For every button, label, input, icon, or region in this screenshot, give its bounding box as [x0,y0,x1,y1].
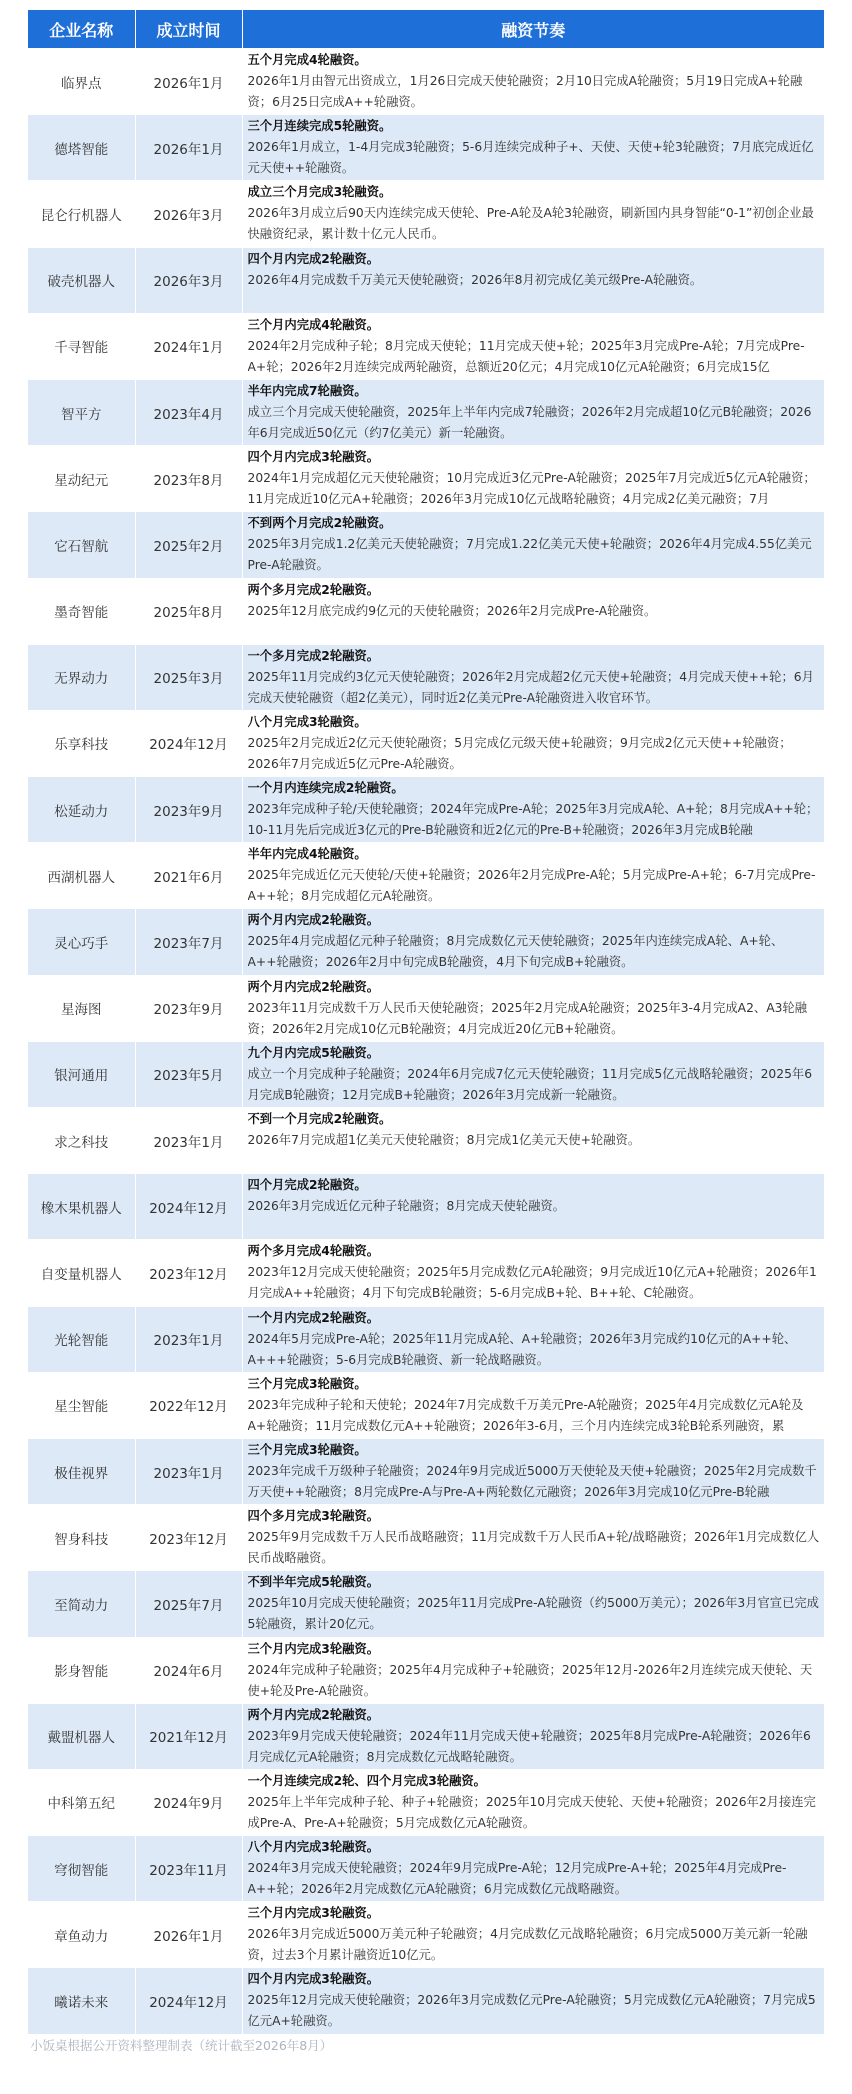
financing-headline: 半年内完成4轮融资。 [247,847,367,862]
financing-rhythm-cell [242,1571,824,1637]
financing-rhythm-cell [242,644,824,710]
table-row [28,1372,824,1438]
company-name-cell: 影身智能 [28,1637,135,1703]
financing-rhythm-cell [242,1372,824,1438]
table-row [28,1108,824,1174]
financing-rhythm-cell [242,1041,824,1107]
company-name-cell: 昆仑行机器人 [28,181,135,247]
table-row [28,1836,824,1902]
table-row [28,1637,824,1703]
company-name-cell: 千寻智能 [28,313,135,379]
financing-detail: 2023年完成千万级种子轮融资；2024年9月完成近5000万天使轮及天使+轮融资；2025年2月完成数千万天使++轮融资；8月完成Pre-A与Pre-A+两轮数亿元融资；2026年3月完成10亿元Pre-B轮融 [247,1463,817,1499]
company-name-cell: 极佳视界 [28,1438,135,1504]
financing-rhythm-cell [242,777,824,843]
financing-headline: 两个月内完成2轮融资。 [247,1707,380,1722]
financing-detail: 成立三个月完成天使轮融资，2025年上半年内完成7轮融资；2026年2月完成超10亿元B轮融资；2026年6月完成近50亿元（约7亿美元）新一轮融资。 [247,404,812,440]
financing-rhythm-cell [242,1108,824,1174]
financing-detail: 成立一个月完成种子轮融资；2024年6月完成7亿元天使轮融资；11月完成5亿元战略轮融资；2025年6月完成B轮融资；12月完成B+轮融资；2026年3月完成新一轮融资。 [247,1066,813,1102]
financing-detail: 2025年12月完成天使轮融资；2026年3月完成数亿元Pre-A轮融资；5月完成数亿元A轮融资；7月完成5亿元A+轮融资。 [247,1993,816,2029]
financing-headline: 三个月完成3轮融资。 [247,1442,367,1457]
founded-date-cell: 2023年12月 [135,1240,242,1306]
financing-rhythm-cell [242,1240,824,1306]
financing-headline: 四个月内完成3轮融资。 [247,450,380,465]
table-body [28,49,824,2035]
founded-date-cell: 2025年2月 [135,512,242,578]
financing-detail: 2025年2月完成近2亿元天使轮融资；5月完成亿元级天使+轮融资；9月完成2亿元天使++轮融资；2026年7月完成近5亿元Pre-A轮融资。 [247,735,792,771]
table-row [28,1438,824,1504]
financing-rhythm-cell [242,1637,824,1703]
table-row [28,446,824,512]
company-name-cell: 墨奇智能 [28,578,135,644]
company-name-cell: 至简动力 [28,1571,135,1637]
founded-date-cell: 2024年9月 [135,1769,242,1835]
financing-rhythm-cell [242,1836,824,1902]
company-name-cell: 智身科技 [28,1505,135,1571]
financing-detail: 2023年11月完成数千万人民币天使轮融资；2025年2月完成A轮融资；2025年3-4月完成A2、A3轮融资；2026年2月完成10亿元B轮融资；4月完成近20亿元B+轮融资。 [247,1000,808,1036]
financing-headline: 不到一个月完成2轮融资。 [247,1112,392,1126]
founded-date-cell: 2025年8月 [135,578,242,644]
financing-detail: 2026年3月完成近5000万美元种子轮融资；4月完成数亿元战略轮融资；6月完成5000万美元新一轮融资，过去3个月累计融资近10亿元。 [247,1927,808,1963]
company-name-cell: 曦诺未来 [28,1968,135,2034]
company-name-cell: 临界点 [28,49,135,115]
financing-detail: 2024年2月完成种子轮；8月完成天使轮；11月完成天使+轮；2025年3月完成Pre-A轮；7月完成Pre-A+轮；2026年2月连续完成两轮融资，总额近20亿元；4月完成10亿元A轮融资；6月完成15亿 [247,338,805,374]
financing-detail: 2025年9月完成数千万人民币战略融资；11月完成数千万人民币A+轮/战略融资；2026年1月完成数亿人民币战略融资。 [247,1530,820,1566]
financing-headline: 两个多月完成4轮融资。 [247,1244,380,1259]
financing-detail: 2026年3月完成近亿元种子轮融资；8月完成天使轮融资。 [247,1199,565,1214]
founded-date-cell: 2024年12月 [135,1174,242,1240]
financing-detail: 2026年1月成立，1-4月完成3轮融资；5-6月连续完成种子+、天使、天使+轮3轮融资；7月底完成近亿元天使++轮融资。 [247,140,814,176]
table-row [28,1968,824,2034]
financing-table [28,10,824,2034]
financing-headline: 四个月完成2轮融资。 [247,1178,367,1193]
company-name-cell: 松延动力 [28,777,135,843]
financing-headline: 九个月内完成5轮融资。 [247,1045,380,1060]
table-row [28,1174,824,1240]
financing-detail: 2025年10月完成天使轮融资；2025年11月完成Pre-A轮融资（约5000万美元）；2026年3月官宣已完成5轮融资，累计20亿元。 [247,1596,819,1632]
founded-date-cell: 2023年9月 [135,975,242,1041]
financing-headline: 一个多月完成2轮融资。 [247,648,380,663]
company-name-cell: 乐享科技 [28,710,135,776]
founded-date-cell: 2024年6月 [135,1637,242,1703]
table-row [28,710,824,776]
financing-detail: 2024年5月完成Pre-A轮；2025年11月完成A轮、A+轮融资；2026年3月完成约10亿元的A++轮、A+++轮融资；5-6月完成B轮融资、新一轮战略融资。 [247,1331,797,1367]
financing-detail: 2025年完成近亿元天使轮/天使+轮融资；2026年2月完成Pre-A轮；5月完成Pre-A+轮；6-7月完成Pre-A++轮；8月完成超亿元A轮融资。 [247,868,816,904]
founded-date-cell: 2024年12月 [135,1968,242,2034]
founded-date-cell: 2023年5月 [135,1041,242,1107]
financing-detail: 2025年11月完成约3亿元天使轮融资；2026年2月完成超2亿元天使+轮融资；4月完成天使++轮；6月完成天使轮融资（超2亿美元），同时近2亿美元Pre-A轮融资进入收官环节。 [247,669,814,705]
financing-detail: 2026年1月由智元出资成立，1月26日完成天使轮融资；2月10日完成A轮融资；5月19日完成A+轮融资；6月25日完成A++轮融资。 [247,74,803,109]
company-name-cell: 智平方 [28,379,135,445]
table-row [28,975,824,1041]
table-row [28,49,824,115]
financing-rhythm-cell [242,1174,824,1240]
financing-rhythm-cell [242,446,824,512]
company-name-cell: 灵心巧手 [28,909,135,975]
table-row [28,115,824,181]
financing-rhythm-cell [242,909,824,975]
financing-table-container [28,10,824,2034]
table-row [28,1306,824,1372]
company-name-cell: 中科第五纪 [28,1769,135,1835]
company-name-cell: 戴盟机器人 [28,1703,135,1769]
founded-date-cell: 2021年12月 [135,1703,242,1769]
financing-detail: 2023年9月完成天使轮融资；2024年11月完成天使+轮融资；2025年8月完成Pre-A轮融资；2026年6月完成亿元A轮融资；8月完成数亿元战略轮融资。 [247,1728,811,1764]
financing-headline: 两个多月完成2轮融资。 [247,582,380,597]
financing-detail: 2024年3月完成天使轮融资；2024年9月完成Pre-A轮；12月完成Pre-A+轮；2025年4月完成Pre-A++轮；2026年2月完成数亿元A轮融资；6月完成数亿元战略融资。 [247,1861,787,1897]
table-row [28,1505,824,1571]
founded-date-cell: 2026年3月 [135,181,242,247]
financing-detail: 2024年1月完成超亿元天使轮融资；10月完成近3亿元Pre-A轮融资；2025年7月完成近5亿元A轮融资；11月完成近10亿元A+轮融资；2026年3月完成10亿元战略轮融资；4月完成2亿美元融资；7月 [247,471,816,507]
table-row [28,644,824,710]
founded-date-cell: 2021年6月 [135,843,242,909]
financing-detail: 2025年12月底完成约9亿元的天使轮融资；2026年2月完成Pre-A轮融资。 [247,603,657,618]
financing-rhythm-cell [242,1968,824,2034]
financing-headline: 两个月内完成2轮融资。 [247,979,380,994]
financing-detail: 2026年3月成立后90天内连续完成天使轮、Pre-A轮及A轮3轮融资，刷新国内具身智能“0-1”初创企业最快融资纪录，累计数十亿元人民币。 [247,206,814,242]
financing-rhythm-cell [242,710,824,776]
company-name-cell: 西湖机器人 [28,843,135,909]
financing-headline: 三个月连续完成5轮融资。 [247,119,392,134]
founded-date-cell: 2023年7月 [135,909,242,975]
financing-rhythm-cell [242,975,824,1041]
founded-date-cell: 2025年7月 [135,1571,242,1637]
founded-date-cell: 2026年1月 [135,1902,242,1968]
financing-headline: 八个月内完成3轮融资。 [247,1840,380,1855]
founded-date-cell: 2023年1月 [135,1306,242,1372]
table-row [28,181,824,247]
financing-headline: 不到两个月完成2轮融资。 [247,516,392,531]
table-row [28,578,824,644]
founded-date-cell: 2025年3月 [135,644,242,710]
financing-rhythm-cell [242,512,824,578]
table-row [28,1240,824,1306]
company-name-cell: 星动纪元 [28,446,135,512]
financing-headline: 两个月内完成2轮融资。 [247,913,380,928]
financing-rhythm-cell [242,379,824,445]
table-row [28,379,824,445]
founded-date-cell: 2023年4月 [135,379,242,445]
founded-date-cell: 2023年9月 [135,777,242,843]
company-name-cell: 星尘智能 [28,1372,135,1438]
financing-rhythm-cell [242,1438,824,1504]
founded-date-cell: 2023年12月 [135,1505,242,1571]
financing-headline: 半年内完成7轮融资。 [247,383,367,398]
financing-headline: 成立三个月完成3轮融资。 [247,185,392,200]
financing-headline: 一个月内连续完成2轮融资。 [247,781,404,796]
financing-headline: 五个月完成4轮融资。 [247,53,367,67]
financing-detail: 2026年4月完成数千万美元天使轮融资；2026年8月初完成亿美元级Pre-A轮融资。 [247,272,703,287]
financing-headline: 八个月完成3轮融资。 [247,714,367,729]
financing-headline: 四个月内完成3轮融资。 [247,1972,380,1987]
financing-rhythm-cell [242,115,824,181]
financing-headline: 四个月内完成2轮融资。 [247,251,380,266]
founded-date-cell: 2026年3月 [135,247,242,313]
company-name-cell: 星海图 [28,975,135,1041]
financing-detail: 2024年完成种子轮融资；2025年4月完成种子+轮融资；2025年12月-2026年2月连续完成天使轮、天使+轮及Pre-A轮融资。 [247,1662,813,1698]
financing-headline: 三个月完成3轮融资。 [247,1376,367,1391]
founded-date-cell: 2023年8月 [135,446,242,512]
company-name-cell: 求之科技 [28,1108,135,1174]
company-name-cell: 穹彻智能 [28,1836,135,1902]
header-founded-date: 成立时间 [135,10,242,49]
financing-detail: 2025年上半年完成种子轮、种子+轮融资；2025年10月完成天使轮、天使+轮融资；2026年2月接连完成Pre-A、Pre-A+轮融资；5月完成数亿元A轮融资。 [247,1794,816,1830]
financing-headline: 一个月内完成2轮融资。 [247,1310,380,1325]
company-name-cell: 德塔智能 [28,115,135,181]
table-row [28,1769,824,1835]
financing-detail: 2026年7月完成超1亿美元天使轮融资；8月完成1亿美元天使+轮融资。 [247,1133,641,1147]
header-company-name: 企业名称 [28,10,135,49]
financing-rhythm-cell [242,49,824,115]
company-name-cell: 自变量机器人 [28,1240,135,1306]
founded-date-cell: 2022年12月 [135,1372,242,1438]
financing-rhythm-cell [242,1505,824,1571]
financing-detail: 2023年完成种子轮/天使轮融资；2024年完成Pre-A轮；2025年3月完成A轮、A+轮；8月完成A++轮；10-11月先后完成近3亿元的Pre-B轮融资和近2亿元的Pre-B+轮融资；2026年3月完成B轮融 [247,802,819,838]
founded-date-cell: 2026年1月 [135,49,242,115]
company-name-cell: 光轮智能 [28,1306,135,1372]
financing-rhythm-cell [242,843,824,909]
financing-detail: 2025年4月完成超亿元种子轮融资；8月完成数亿元天使轮融资；2025年内连续完成A轮、A+轮、A++轮融资；2026年2月中旬完成B轮融资，4月下旬完成B+轮融资。 [247,934,784,970]
financing-rhythm-cell [242,247,824,313]
table-row [28,512,824,578]
financing-rhythm-cell [242,1703,824,1769]
financing-detail: 2023年12月完成天使轮融资；2025年5月完成数亿元A轮融资；9月完成近10亿元A+轮融资；2026年1月完成A++轮融资；4月下旬完成B轮融资；5-6月完成B+轮、B++轮、C轮融资。 [247,1265,817,1301]
company-name-cell: 破壳机器人 [28,247,135,313]
financing-rhythm-cell [242,1769,824,1835]
company-name-cell: 无界动力 [28,644,135,710]
financing-rhythm-cell [242,578,824,644]
table-row [28,909,824,975]
company-name-cell: 银河通用 [28,1041,135,1107]
table-row [28,777,824,843]
financing-headline: 不到半年完成5轮融资。 [247,1575,380,1590]
founded-date-cell: 2026年1月 [135,115,242,181]
company-name-cell: 橡木果机器人 [28,1174,135,1240]
table-row [28,1703,824,1769]
founded-date-cell: 2023年1月 [135,1438,242,1504]
founded-date-cell: 2023年1月 [135,1108,242,1174]
financing-detail: 2023年完成种子轮和天使轮；2024年7月完成数千万美元Pre-A轮融资；2025年4月完成数亿元A轮及A+轮融资；11月完成数亿元A++轮融资；2026年3-6月，三个月内连续完成3轮B轮系列融资，累 [247,1397,804,1433]
financing-headline: 一个月连续完成2轮、四个月完成3轮融资。 [247,1773,486,1788]
financing-headline: 三个月内完成3轮融资。 [247,1641,380,1656]
table-row [28,843,824,909]
founded-date-cell: 2024年1月 [135,313,242,379]
financing-detail: 2025年3月完成1.2亿美元天使轮融资；7月完成1.22亿美元天使+轮融资；2026年4月完成4.55亿美元Pre-A轮融资。 [247,537,812,573]
table-row [28,247,824,313]
financing-rhythm-cell [242,181,824,247]
founded-date-cell: 2024年12月 [135,710,242,776]
table-header [28,10,824,49]
table-row [28,313,824,379]
founded-date-cell: 2023年11月 [135,1836,242,1902]
table-row [28,1571,824,1637]
table-row [28,1041,824,1107]
financing-rhythm-cell [242,1306,824,1372]
financing-headline: 三个月内完成4轮融资。 [247,317,380,332]
financing-rhythm-cell [242,313,824,379]
footnote: 小饭桌根据公开资料整理制表（统计截至2026年8月） [30,2038,333,2053]
company-name-cell: 章鱼动力 [28,1902,135,1968]
header-financing-rhythm: 融资节奏 [242,10,824,49]
financing-headline: 三个月内完成3轮融资。 [247,1906,380,1921]
financing-rhythm-cell [242,1902,824,1968]
company-name-cell: 它石智航 [28,512,135,578]
financing-headline: 四个多月完成3轮融资。 [247,1509,380,1524]
table-row [28,1902,824,1968]
